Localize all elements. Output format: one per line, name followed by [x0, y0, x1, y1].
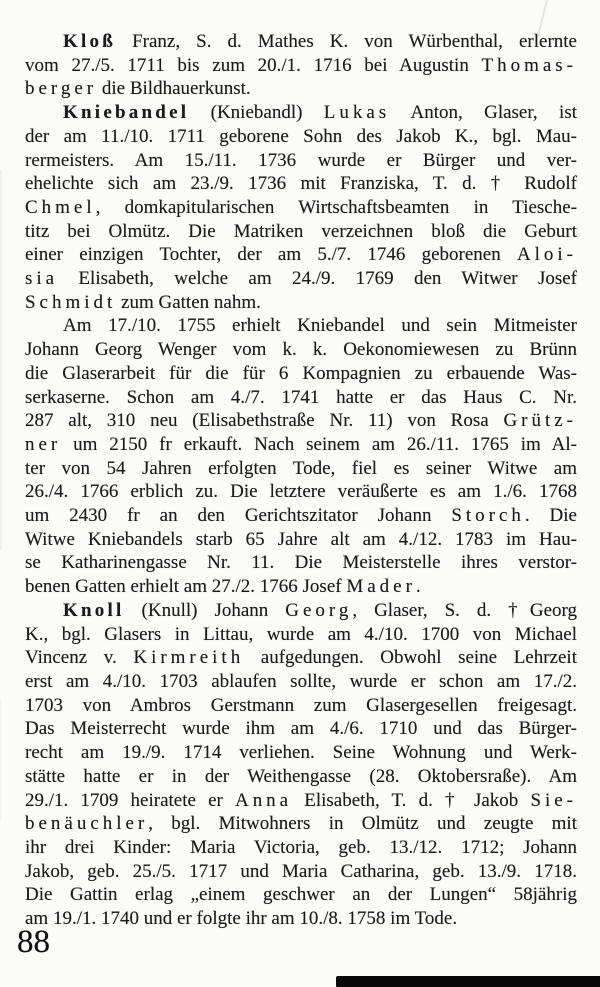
text-line — [25, 670, 577, 694]
text-segment: 26./4. 1766 erblich zu. Die letztere veräußerte es am 1./6. 1768 — [25, 481, 577, 503]
text-line — [25, 907, 577, 931]
text-segment: benäuchler — [25, 813, 149, 835]
text-segment: 287 alt, 310 neu (Elisabethstraße Nr. 11) von Rosa — [25, 410, 504, 432]
text-line — [25, 599, 577, 623]
text-segment: am 19./1. 1740 und er folgte ihr am 10./8. 1758 im Tode. — [25, 908, 458, 930]
text-segment: benen Gatten erhielt am 27./2. 1766 Josef — [25, 576, 347, 598]
text-line — [25, 30, 577, 54]
text-segment: Chmel — [25, 196, 96, 218]
text-line — [25, 243, 577, 267]
text-line — [25, 267, 577, 291]
text-segment: (Knull) Johann — [124, 599, 286, 621]
text-segment: se Katharinengasse Nr. 11. Die Meisterstelle ihres verstor- — [25, 552, 577, 574]
page-text — [25, 30, 577, 931]
entry-knoll — [25, 599, 577, 931]
scan-edge-shadow — [0, 700, 2, 820]
text-line — [25, 836, 577, 860]
entry-kniebandel — [25, 101, 577, 314]
text-segment: Jakob, geb. 25./5. 1717 und Maria Catharina, geb. 13./9. 1718. — [25, 860, 577, 882]
entry-kniebandel-continued — [25, 314, 577, 598]
text-line — [25, 433, 577, 457]
text-segment: Sie- — [530, 789, 578, 811]
text-segment: stätte hatte er in der Weithengasse (28. Oktobersraße). Am — [25, 765, 577, 787]
text-segment: rermeisters. Am 15./11. 1736 wurde er Bürger und ver- — [25, 149, 577, 171]
entry-headword: Kniebandel — [63, 102, 190, 124]
entry-kloss — [25, 30, 577, 101]
text-segment: 1703 von Ambros Gerstmann zum Glasergesellen freigesagt. — [25, 694, 577, 716]
text-line — [25, 504, 577, 528]
entry-headword: Kloß — [63, 31, 117, 52]
text-segment: berger — [25, 78, 98, 100]
text-segment: um 2430 fr an den Gerichtszitator Johann — [25, 505, 452, 527]
text-segment: Kirmreith — [133, 647, 245, 669]
text-segment: . — [415, 576, 421, 598]
text-segment: aufgedungen. Obwohl seine Lehrzeit — [244, 647, 577, 669]
text-segment: Anton, Glaser, ist — [390, 102, 577, 124]
text-segment: K., bgl. Glasers in Littau, wurde am 4./10. 1700 von Michael — [25, 623, 577, 645]
text-segment: einer einzigen Tochter, der am 5./7. 1746 geborenen — [25, 244, 517, 266]
text-segment: titz bei Olmütz. Die Matriken verzeichnen bloß die Geburt — [25, 220, 577, 242]
text-segment: Franz, S. d. Mathes K. von Würbenthal, erlernte — [116, 31, 577, 52]
text-line — [25, 172, 577, 196]
text-line — [25, 528, 577, 552]
text-line — [25, 860, 577, 884]
text-line — [25, 101, 577, 125]
text-segment: die Bildhauerkunst. — [97, 78, 251, 100]
text-line — [25, 741, 577, 765]
text-line — [25, 717, 577, 741]
text-segment: der am 11./10. 1711 geborene Sohn des Jakob K., bgl. Mau- — [25, 125, 577, 147]
text-segment: sia — [25, 268, 59, 290]
text-line — [25, 338, 577, 362]
text-segment: Anna — [234, 789, 293, 811]
text-segment: zum Gatten nahm. — [116, 291, 261, 313]
text-line — [25, 623, 577, 647]
text-segment: Schmidt — [25, 291, 117, 313]
text-segment: ner — [25, 433, 62, 455]
entry-headword: Knoll — [63, 599, 125, 621]
text-line — [25, 291, 577, 315]
text-segment: Vincenz v. — [25, 647, 134, 669]
text-segment: Johann Georg Wenger vom k. k. Oekonomiewesen zu Brünn — [25, 339, 577, 361]
text-segment: ehelichte sich am 23./9. 1736 mit Franziska, T. d. † Rudolf — [25, 173, 577, 195]
text-segment: 29./1. 1709 heiratete er — [25, 789, 235, 811]
text-segment: serkaserne. Schon am 4./7. 1741 hatte er das Haus C. Nr. — [25, 386, 577, 408]
text-segment: . Die — [524, 505, 577, 527]
text-segment: Storch — [451, 505, 525, 527]
text-line — [25, 54, 577, 78]
text-line — [25, 77, 577, 101]
text-segment: recht am 19./9. 1714 verliehen. Seine Wohnung und Werk- — [25, 742, 577, 764]
text-line — [25, 362, 577, 386]
text-line — [25, 220, 577, 244]
text-segment: Die Gattin erlag „einem geschwer an der Lungen“ 58jährig — [25, 884, 577, 906]
text-line — [25, 575, 577, 599]
scan-edge-shadow — [0, 170, 3, 550]
text-line — [25, 883, 577, 907]
text-segment: Aloi- — [516, 244, 577, 266]
text-line — [25, 409, 577, 433]
text-segment: , bgl. Mitwohners in Olmütz und zeugte mit — [148, 813, 577, 835]
text-line — [25, 480, 577, 504]
text-line — [25, 789, 577, 813]
text-segment: ihr drei Kinder: Maria Victoria, geb. 13./12. 1712; Johann — [25, 836, 577, 858]
text-segment: , domkapitularischen Wirtschaftsbeamten in Tiesche- — [95, 196, 577, 218]
text-segment: Elisabeth, T. d. † Jakob — [292, 789, 531, 811]
text-line — [25, 646, 577, 670]
text-line — [25, 551, 577, 575]
page-number: 88 — [17, 924, 50, 960]
text-segment: Das Meisterrecht wurde ihm am 4./6. 1710 und das Bürger- — [25, 718, 577, 740]
text-line — [25, 694, 577, 718]
text-line — [25, 812, 577, 836]
text-line — [25, 149, 577, 173]
text-line — [25, 196, 577, 220]
text-line — [25, 314, 577, 338]
text-segment: (Kniebandl) — [189, 102, 324, 124]
text-segment: Georg — [285, 599, 353, 621]
text-segment: Witwe Kniebandels starb 65 Jahre alt am 4./12. 1783 im Hau- — [25, 528, 577, 550]
text-segment: Thomas- — [481, 54, 577, 76]
scan-black-bar-artifact — [336, 976, 600, 987]
text-segment: erst am 4./10. 1703 ablaufen sollte, wurde er schon am 17./2. — [25, 670, 577, 692]
text-line — [25, 765, 577, 789]
text-segment: , Glaser, S. d. †Georg — [352, 599, 577, 621]
text-segment: vom 27./5. 1711 bis zum 20./1. 1716 bei Augustin — [25, 54, 482, 76]
text-segment: ter von 54 Jahren erfolgten Tode, fiel es seiner Witwe am — [25, 457, 577, 479]
text-segment: Lukas — [323, 102, 391, 124]
text-segment: Am 17./10. 1755 erhielt Kniebandel und sein Mitmeister — [63, 315, 577, 337]
text-line — [25, 457, 577, 481]
text-line — [25, 125, 577, 149]
text-segment: um 2150 fr erkauft. Nach seinem am 26./11. 1765 im Al- — [61, 433, 577, 455]
text-segment: Elisabeth, welche am 24./9. 1769 den Witwer Josef — [58, 268, 577, 290]
text-line — [25, 386, 577, 410]
text-segment: Grütz- — [503, 410, 577, 432]
text-segment: Mader — [346, 576, 416, 598]
text-segment: die Glaserarbeit für die für 6 Kompagnien zu erbauende Was- — [25, 362, 577, 384]
